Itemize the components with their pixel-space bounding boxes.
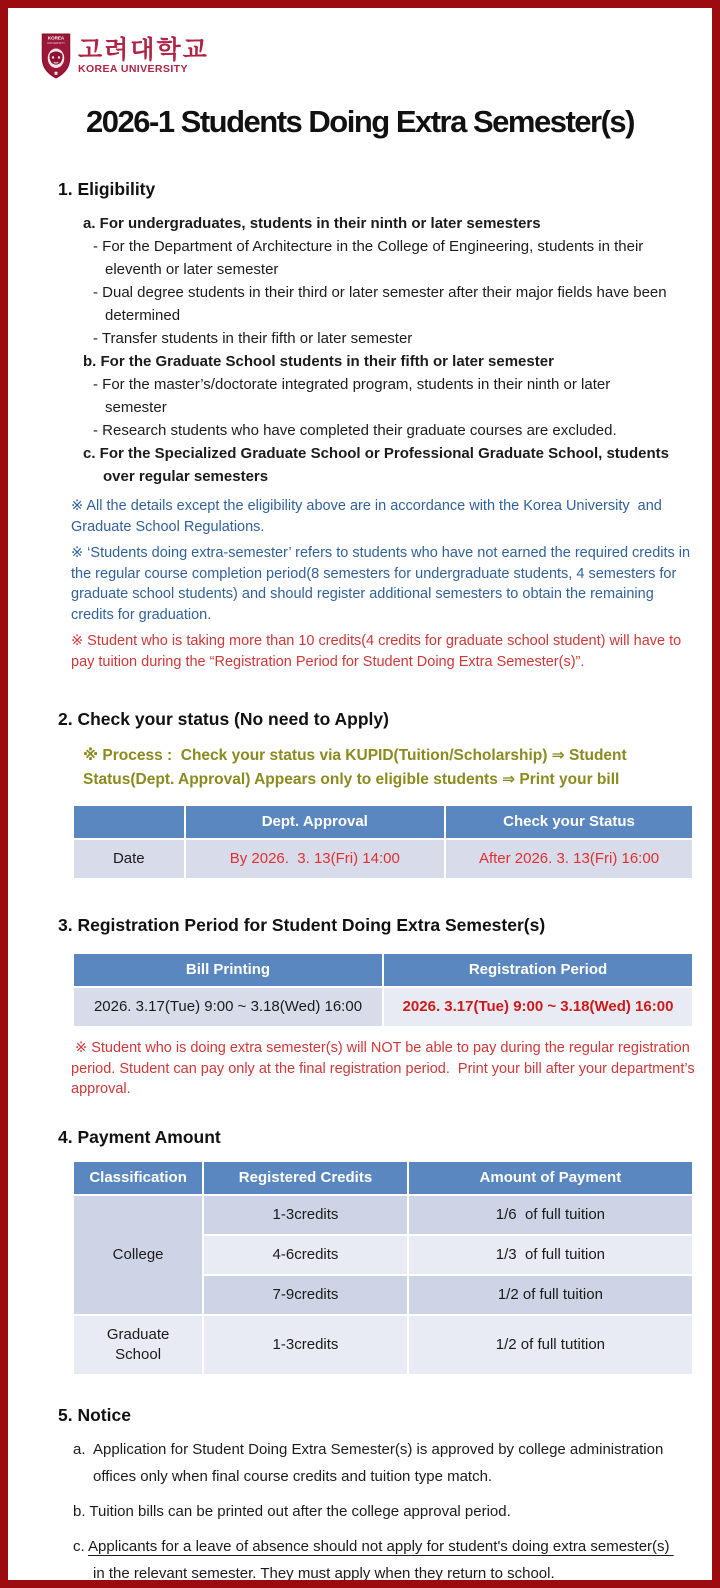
table-cell-college: College (73, 1195, 203, 1315)
list-item: - For the Department of Architecture in the College of Engineering, students in their eleventh or later semester (93, 238, 644, 278)
table-header-row (73, 953, 693, 987)
university-name-korean: 고려대학교 (78, 35, 209, 64)
table-cell-credits: 7-9credits (203, 1275, 408, 1315)
list-item: - For the master’s/doctorate integrated program, students in their ninth or later semester (93, 376, 611, 416)
list-item: - Dual degree students in their third or later semester after their major fields have been determined (93, 284, 667, 324)
section-heading-payment: 4. Payment Amount (58, 1126, 221, 1147)
section-heading-registration: 3. Registration Period for Student Doing Extra Semester(s) (58, 915, 546, 935)
table-cell-credits: 1-3credits (203, 1195, 408, 1235)
list-item: a. For undergraduates, students in their ninth or later semesters (83, 215, 541, 232)
university-logo (41, 32, 712, 80)
process-note: ※ Process : Check your status via KUPID(Tuition/Scholarship) ⇒ Student Status(Dept. Approval) Appears only to eligible students ⇒ Print your bill (83, 747, 631, 788)
status-table (72, 804, 694, 880)
table-cell-registration-period: 2026. 3.17(Tue) 9:00 ~ 3.18(Wed) 16:00 (383, 987, 693, 1027)
table-header-cell: Registered Credits (203, 1161, 408, 1195)
table-cell-dept-approval: By 2026. 3. 13(Fri) 14:00 (185, 839, 445, 879)
table-row (73, 839, 693, 879)
note-payment-warning: ※ Student who is doing extra semester(s) will NOT be able to pay during the regular registration period. Student can pay only at the final registration period. Print your bill after your department’s approval. (71, 1040, 699, 1097)
page-title: 2026-1 Students Doing Extra Semester(s) (86, 104, 634, 139)
note-tuition-warning: ※ Student who is taking more than 10 credits(4 credits for graduate school student) will have to pay tuition during the “Registration Period for Student Doing Extra Semester(s)”. (71, 633, 686, 670)
table-header-cell: Check your Status (445, 805, 693, 839)
table-cell-amount: 1/2 of full tuition (408, 1275, 693, 1315)
list-item: - Research students who have completed their graduate courses are excluded. (93, 422, 617, 439)
university-name (78, 37, 209, 76)
table-cell-credits: 1-3credits (203, 1315, 408, 1375)
table-header-cell: Registration Period (383, 953, 693, 987)
table-row (73, 987, 693, 1027)
notice-item-a: a. Application for Student Doing Extra Semester(s) is approved by college administration offices only when final course credits and tuition type match. (73, 1440, 668, 1485)
note-extra-semester-definition: ※ ‘Students doing extra-semester’ refers to students who have not earned the required credits in the regular course completion period(8 semesters for undergraduate students, 4 semesters for graduate school students) and should register additional semesters to obtain the remaining credits for graduation. (71, 545, 695, 623)
note-regulations: ※ All the details except the eligibility above are in accordance with the Korea University and Graduate School Regulations. (71, 498, 666, 535)
table-header-cell: Classification (73, 1161, 203, 1195)
table-header-cell: Bill Printing (73, 953, 383, 987)
table-row (73, 1315, 693, 1375)
list-item: - Transfer students in their fifth or later semester (93, 330, 413, 347)
table-cell-amount: 1/2 of full tutition (408, 1315, 693, 1375)
table-header-row (73, 1161, 693, 1195)
table-row (73, 1195, 693, 1235)
table-cell-date-label: Date (73, 839, 185, 879)
list-item: b. For the Graduate School students in their fifth or later semester (83, 353, 554, 370)
table-header-cell (73, 805, 185, 839)
section-heading-notice: 5. Notice (58, 1404, 131, 1425)
table-header-cell: Dept. Approval (185, 805, 445, 839)
table-header-cell: Amount of Payment (408, 1161, 693, 1195)
registration-table (72, 952, 694, 1028)
section-heading-check-status: 2. Check your status (No need to Apply) (58, 709, 389, 729)
table-cell-graduate-school: Graduate School (73, 1315, 203, 1375)
korea-university-crest-icon (41, 32, 71, 80)
table-cell-amount: 1/3 of full tuition (408, 1235, 693, 1275)
table-cell-check-status: After 2026. 3. 13(Fri) 16:00 (445, 839, 693, 879)
table-cell-credits: 4-6credits (203, 1235, 408, 1275)
payment-table (72, 1160, 694, 1376)
eligibility-list (83, 212, 675, 488)
crest-text-line2: UNIVERSITY (46, 41, 66, 45)
crest-text-line1: KOREA (47, 35, 65, 41)
list-item: c. For the Specialized Graduate School or Professional Graduate School, students over regular semesters (83, 445, 669, 485)
notice-item-c-underlined-text: Applicants for a leave of absence should not apply for student's doing extra semester(s) in the relevant semester. They must apply when they return to school. (88, 1537, 674, 1582)
section-heading-eligibility: 1. Eligibility (58, 179, 156, 199)
notice-item-c-prefix: c. (73, 1537, 89, 1555)
notice-item-b: b. Tuition bills can be printed out after the college approval period. (73, 1502, 511, 1520)
notice-list (73, 1436, 673, 1587)
notice-item-c (73, 1533, 673, 1587)
table-cell-bill-printing: 2026. 3.17(Tue) 9:00 ~ 3.18(Wed) 16:00 (73, 987, 383, 1027)
table-cell-amount: 1/6 of full tuition (408, 1195, 693, 1235)
table-header-row (73, 805, 693, 839)
university-name-english: KOREA UNIVERSITY (78, 62, 188, 75)
